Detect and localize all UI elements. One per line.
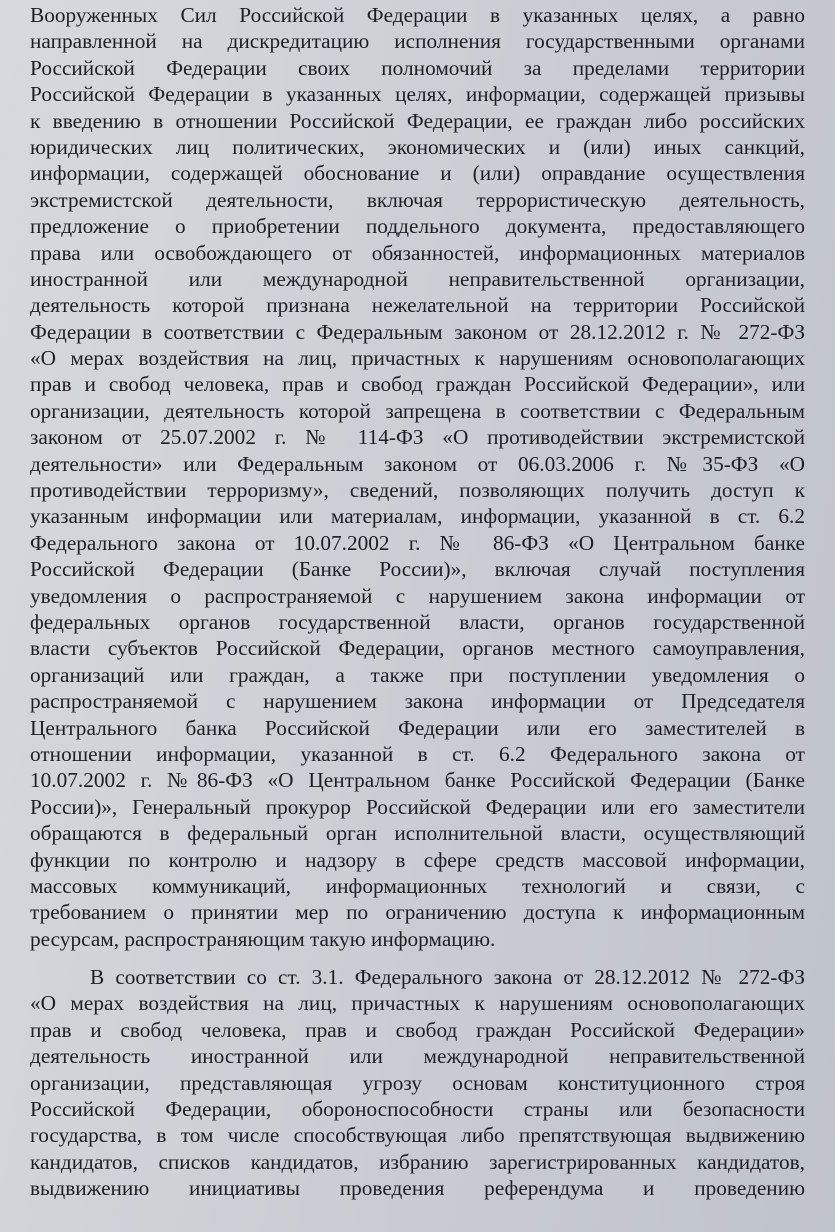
paragraph-1: [30, 2, 805, 952]
text-line: прав и свобод человека, прав и свобод граждан Российской Федерации»: [30, 1017, 805, 1042]
text-line: деятельности» или Федеральным законом от 06.03.2006 г. №35-ФЗ «О: [30, 451, 805, 476]
text-line: организации, деятельность которой запрещена в соответствии с Федеральным: [30, 398, 805, 423]
text-line: направленной на дискредитацию исполнения государственными органами: [30, 29, 805, 54]
text-line: предложение о приобретении поддельного документа, предоставляющего: [30, 214, 805, 239]
text-line: кандидатов, списков кандидатов, избранию зарегистрированных кандидатов,: [30, 1149, 805, 1174]
text-line: Российской Федерации, обороноспособности страны или безопасности: [30, 1097, 805, 1122]
text-line: Вооруженных Сил Российской Федерации в указанных целях, а равно: [30, 3, 805, 27]
text-line: деятельность иностранной или международной неправительственной: [30, 1044, 805, 1069]
text-line: Федерального закона от 10.07.2002 г. № 86-ФЗ «О Центральном банке: [30, 530, 805, 555]
text-line: организаций или граждан, а также при поступлении уведомления о: [30, 662, 805, 687]
text-line: функции по контролю и надзору в сфере средств массовой информации,: [30, 847, 805, 872]
paragraph-gap: [30, 952, 805, 964]
text-line: к введению в отношении Российской Федерации, ее граждан либо российских: [30, 108, 805, 133]
text-line: права или освобождающего от обязанностей, информационных материалов: [30, 240, 805, 265]
text-line: Российской Федерации (Банке России)», включая случай поступления: [30, 557, 805, 582]
text-line: ресурсам, распространяющим такую информацию.: [30, 926, 496, 951]
text-line: уведомления о распространяемой с нарушением закона информации от: [30, 583, 805, 608]
text-line: федеральных органов государственной власти, органов государственной: [30, 609, 805, 634]
text-line: В соответствии со ст. 3.1. Федерального закона от 28.12.2012 № 272-ФЗ: [90, 965, 805, 990]
text-line: противодействии терроризму», сведений, позволяющих получить доступ к: [30, 478, 805, 503]
text-line: власти субъектов Российской Федерации, органов местного самоуправления,: [30, 636, 805, 661]
text-line: распространяемой с нарушением закона информации от Председателя: [30, 689, 805, 714]
text-line: «О мерах воздействия на лиц, причастных к нарушениям основополагающих: [30, 346, 805, 371]
text-line: «О мерах воздействия на лиц, причастных к нарушениям основополагающих: [30, 991, 805, 1016]
text-line: юридических лиц политических, экономических и (или) иных санкций,: [30, 134, 805, 159]
text-line: иностранной или международной неправительственной организации,: [30, 266, 805, 291]
text-line: Центрального банка Российской Федерации или его заместителей в: [30, 715, 805, 740]
text-line: государства, в том числе способствующая либо препятствующая выдвижению: [30, 1123, 805, 1148]
text-line: требованием о принятии мер по ограничению доступа к информационным: [30, 900, 805, 925]
paragraph-2: [30, 964, 805, 1202]
text-line: законом от 25.07.2002 г. № 114-ФЗ «О противодействии экстремистской: [30, 425, 805, 450]
text-line: обращаются в федеральный орган исполнительной власти, осуществляющий: [30, 821, 805, 846]
text-line: 10.07.2002 г. №86-ФЗ «О Центральном банке Российской Федерации (Банке: [30, 768, 805, 793]
text-line: информации, содержащей обоснование и (или) оправдание осуществления: [30, 161, 805, 186]
text-line: массовых коммуникаций, информационных технологий и связи, с: [30, 873, 805, 898]
text-line: Федерации в соответствии с Федеральным законом от 28.12.2012 г. № 272-ФЗ: [30, 319, 805, 344]
text-line: Российской Федерации своих полномочий за пределами территории: [30, 55, 805, 80]
text-line: деятельность которой признана нежелательной на территории Российской: [30, 293, 805, 318]
text-line: прав и свобод человека, прав и свобод граждан Российской Федерации», или: [30, 372, 805, 397]
text-line: выдвижению инициативы проведения референдума и проведению: [30, 1176, 805, 1201]
text-line: организации, представляющая угрозу основам конституционного строя: [30, 1070, 805, 1095]
text-line: Российской Федерации в указанных целях, информации, содержащей призывы: [30, 82, 805, 107]
text-line: России)», Генеральный прокурор Российской Федерации или его заместители: [30, 794, 805, 819]
document-text: [30, 2, 805, 1202]
text-line: отношении информации, указанной в ст. 6.2 Федерального закона от: [30, 741, 805, 766]
text-line: указанным информации или материалам, информации, указанной в ст. 6.2: [30, 504, 805, 529]
text-line: экстремистской деятельности, включая террористическую деятельность,: [30, 187, 805, 212]
